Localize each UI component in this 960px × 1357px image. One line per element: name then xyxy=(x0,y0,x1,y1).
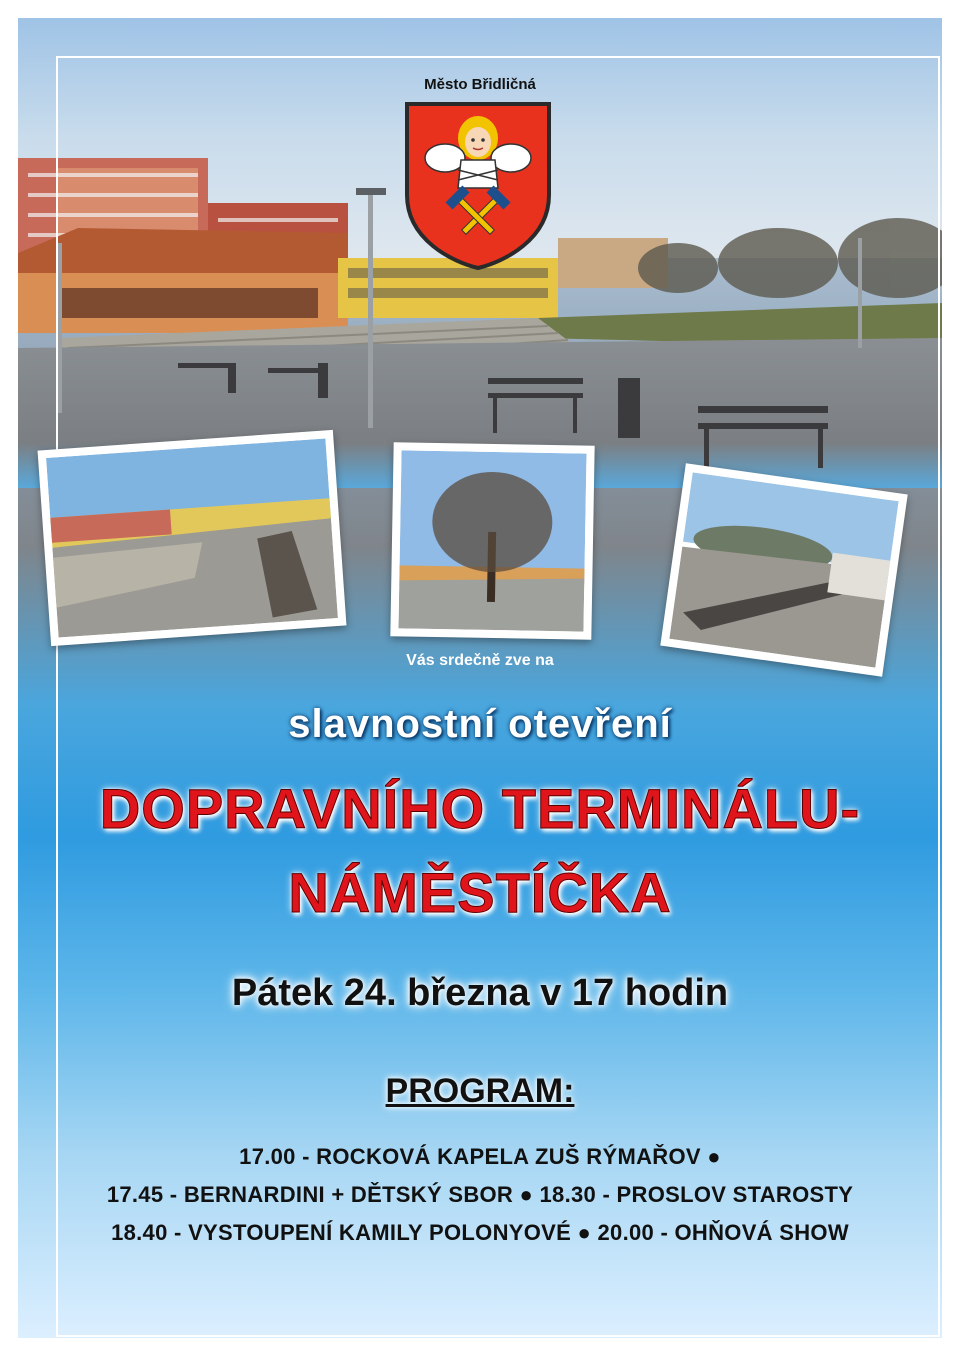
event-title-line2: NÁMĚSTÍČKA xyxy=(288,861,672,924)
program-heading: PROGRAM: xyxy=(385,1072,575,1110)
event-date: Pátek 24. března v 17 hodin xyxy=(231,972,729,1014)
stone-monument-photo xyxy=(38,430,347,646)
program-line: 17.45 - BERNARDINI + DĚTSKÝ SBOR ● 18.30 - PROSLOV STAROSTY xyxy=(106,1182,854,1207)
town-name: Město Břidličná xyxy=(424,76,536,93)
invitation-lead: Vás srdečně zve na xyxy=(406,652,554,669)
program-line: 17.00 - ROCKOVÁ KAPELA ZUŠ RÝMAŘOV ● xyxy=(239,1144,721,1169)
tree-on-square-photo xyxy=(390,442,594,639)
program-line: 18.40 - VYSTOUPENÍ KAMILY POLONYOVÉ ● 20.00 - OHŇOVÁ SHOW xyxy=(111,1220,849,1245)
benches-path-photo xyxy=(660,463,907,676)
event-title-line1: DOPRAVNÍHO TERMINÁLU- xyxy=(99,777,861,840)
town-crest-icon xyxy=(403,100,553,270)
event-subtitle: slavnostní otevření xyxy=(288,702,672,746)
